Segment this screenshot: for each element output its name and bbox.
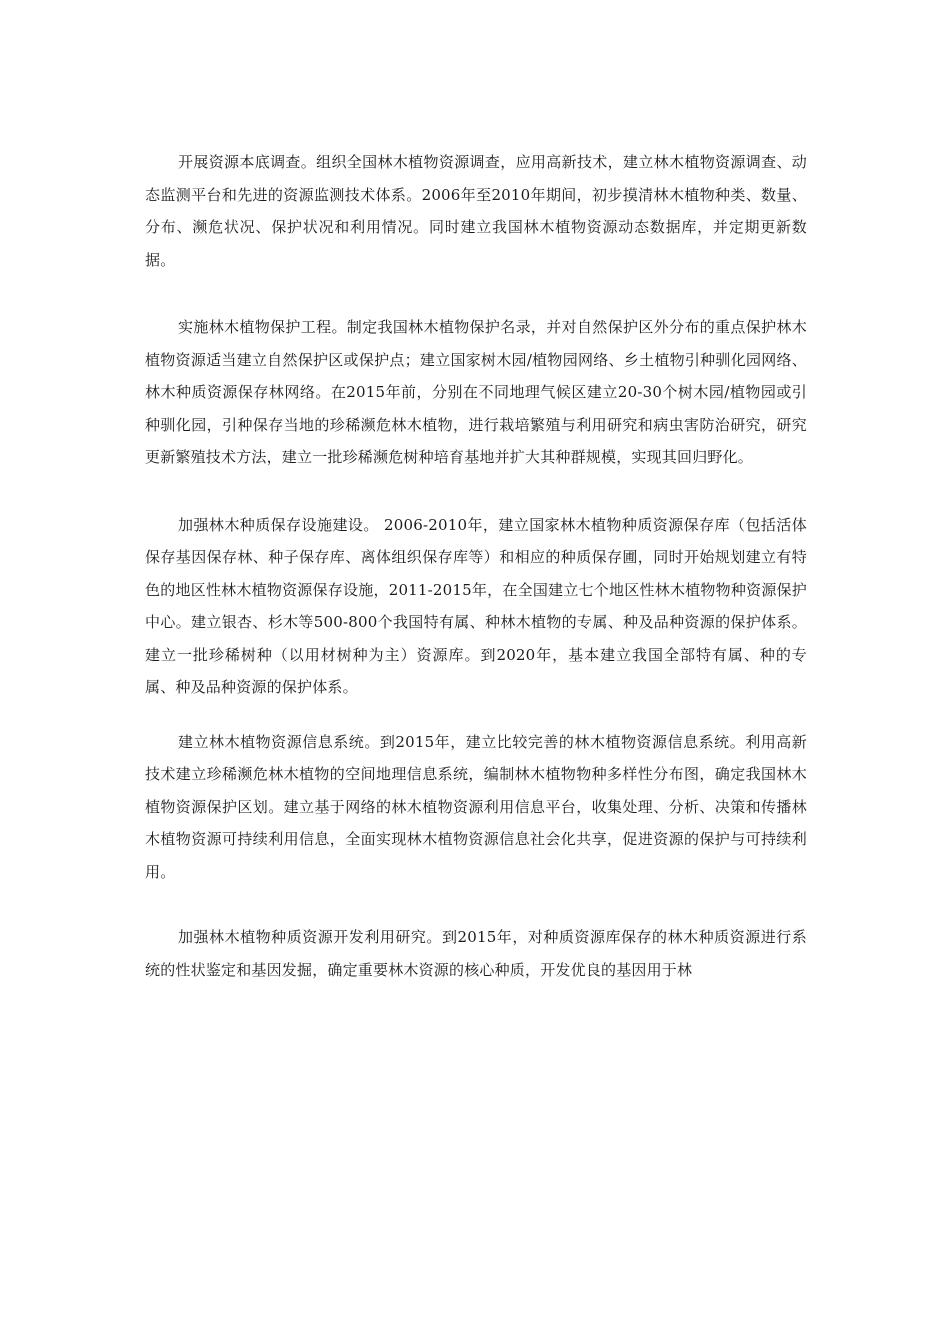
paragraph-information-system: 建立林木植物资源信息系统。到2015年，建立比较完善的林木植物资源信息系统。利用高新技术建立珍稀濒危林木植物的空间地理信息系统，编制林木植物物种多样性分布图，确定我国林木植物资源保护区划。建立基于网络的林木植物资源利用信息平台，收集处理、分析、决策和传播林木植物资源可持续利用信息，全面实现林木植物资源信息社会化共享，促进资源的保护与可持续利用。	[145, 732, 807, 881]
paragraph-protection-project: 实施林木植物保护工程。制定我国林木植物保护名录，并对自然保护区外分布的重点保护林木植物资源适当建立自然保护区或保护点；建立国家树木园/植物园网络、乡土植物引种驯化园网络、林木种质资源保存林网络。在2015年前，分别在不同地理气候区建立20-30个树木园/植物园或引种驯化园，引种保存当地的珍稀濒危林木植物，进行栽培繁殖与利用研究和病虫害防治研究，研究更新繁殖技术方法，建立一批珍稀濒危树种培育基地并扩大其种群规模，实现其回归野化。	[145, 318, 807, 466]
document-body	[145, 146, 807, 986]
paragraph-germplasm-facilities: 加强林木种质保存设施建设。 2006-2010年，建立国家林木植物种质资源保存库（包括活体保存基因保存林、种子保存库、离体组织保存库等）和相应的种质保存圃，同时开始规划建立有特色的地区性林木植物资源保存设施，2011-2015年，在全国建立七个地区性林木植物物种资源保护中心。建立银杏、杉木等500-800个我国特有属、种林木植物的专属、种及品种资源的保护体系。建立一批珍稀树种（以用材树种为主）资源库。到2020年，基本建立我国全部特有属、种的专属、种及品种资源的保护体系。	[145, 515, 807, 696]
paragraph-development-research: 加强林木植物种质资源开发利用研究。到2015年，对种质资源库保存的林木种质资源进行系统的性状鉴定和基因发掘，确定重要林木资源的核心种质，开发优良的基因用于林	[145, 928, 807, 979]
paragraph-resource-survey: 开展资源本底调查。组织全国林木植物资源调查，应用高新技术，建立林木植物资源调查、动态监测平台和先进的资源监测技术体系。2006年至2010年期间，初步摸清林木植物种类、数量、分布、濒危状况、保护状况和利用情况。同时建立我国林木植物资源动态数据库，并定期更新数据。	[145, 153, 807, 269]
